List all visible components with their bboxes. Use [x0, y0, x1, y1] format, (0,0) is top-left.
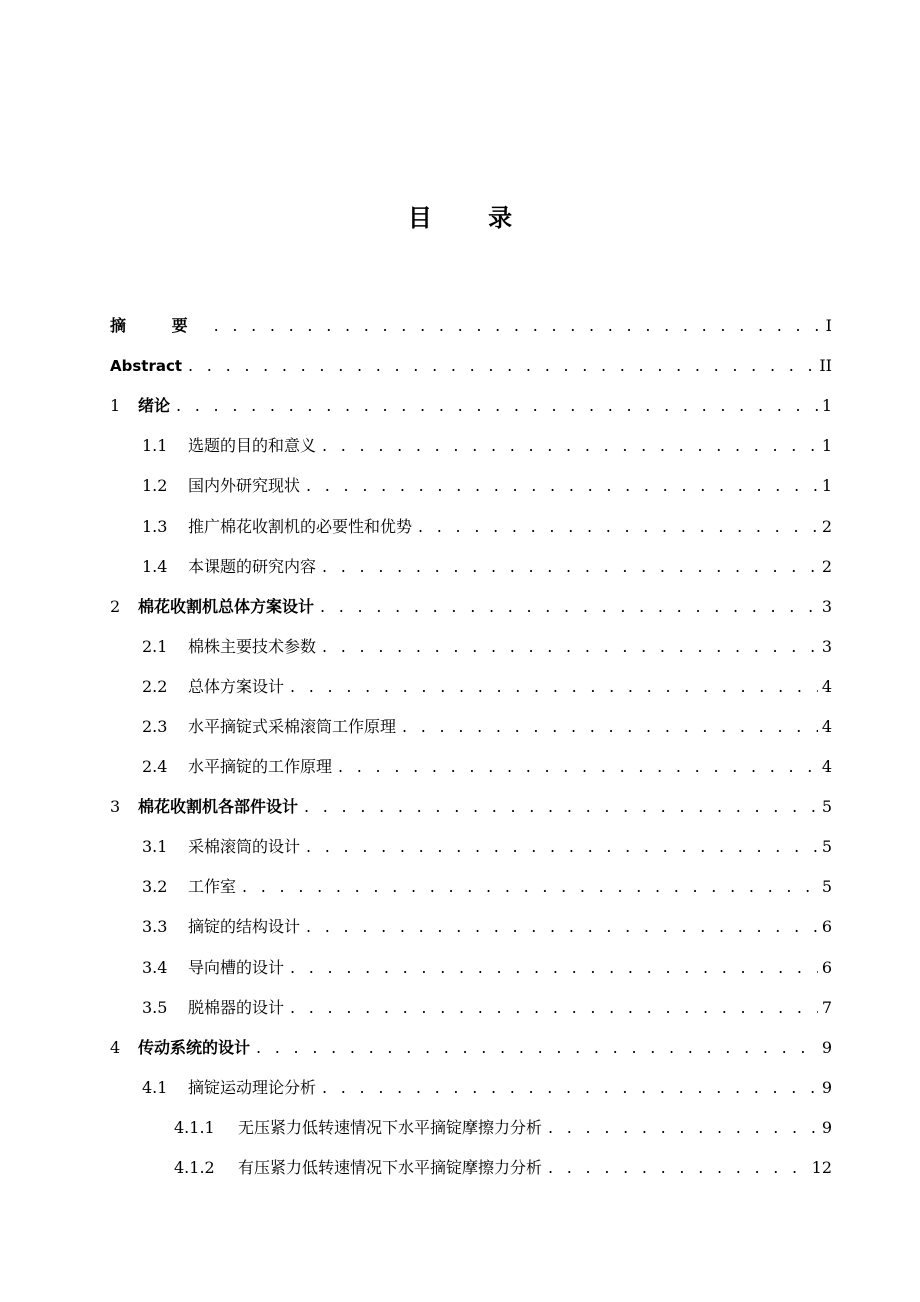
toc-entry-number: 4.1.2 [174, 1158, 215, 1178]
toc-entry-title: Abstract [110, 357, 183, 376]
toc-entry-page: 5 [821, 837, 832, 857]
toc-entry-number: 3.2 [142, 877, 168, 897]
toc-entry-section-2-4[interactable] [110, 747, 832, 787]
dot-leader [290, 677, 818, 697]
dot-leader [322, 557, 818, 577]
toc-entry-section-2-3[interactable] [110, 707, 832, 747]
toc-entry-page: 1 [821, 396, 832, 416]
toc-entry-page: 3 [821, 636, 832, 656]
toc-entry-title: 本课题的研究内容 [188, 556, 317, 576]
toc-entry-number: 1.3 [142, 516, 168, 536]
toc-entry-section-3-3[interactable] [110, 907, 832, 947]
dot-leader [418, 517, 818, 537]
dot-leader [322, 637, 818, 657]
toc-entry-number: 3.3 [142, 917, 168, 937]
toc-entry-number: 1.2 [142, 476, 168, 496]
toc-entry-section-3-5[interactable] [110, 988, 832, 1028]
dot-leader [290, 998, 818, 1018]
toc-entry-section-1-1[interactable] [110, 426, 832, 466]
toc-entry-number: 1 [110, 396, 121, 416]
toc-entry-page: 6 [821, 957, 832, 977]
toc-entry-page: 9 [821, 1037, 832, 1057]
toc-entry-title: 水平摘锭式采棉滚筒工作原理 [188, 716, 397, 736]
toc-entry-title: 有压紧力低转速情况下水平摘锭摩擦力分析 [238, 1158, 543, 1178]
toc-entry-page: 6 [821, 917, 832, 937]
toc-entry-page: 2 [821, 516, 832, 536]
table-of-contents [110, 306, 832, 1188]
toc-entry-chapter-2[interactable] [110, 587, 832, 627]
dot-leader [320, 597, 818, 617]
toc-entry-section-4-1[interactable] [110, 1068, 832, 1108]
toc-entry-page: 3 [821, 596, 832, 616]
toc-entry-title: 推广棉花收割机的必要性和优势 [188, 516, 413, 536]
dot-leader [322, 1078, 818, 1098]
toc-entry-number: 2.1 [142, 636, 168, 656]
dot-leader [548, 1118, 818, 1138]
toc-entry-title: 国内外研究现状 [188, 476, 301, 496]
toc-entry-title: 工作室 [188, 877, 237, 897]
toc-entry-page: 12 [811, 1158, 832, 1178]
toc-entry-page: 5 [821, 877, 832, 897]
dot-leader [322, 436, 818, 456]
dot-leader [242, 877, 818, 897]
toc-entry-page: 1 [821, 436, 832, 456]
page-title: 目 录 [407, 204, 537, 232]
toc-entry-number: 4 [110, 1037, 121, 1057]
toc-entry-section-4-1-2[interactable] [110, 1148, 832, 1188]
toc-entry-title: 棉花收割机各部件设计 [138, 797, 299, 817]
toc-entry-section-2-1[interactable] [110, 627, 832, 667]
toc-entry-page: 4 [821, 757, 832, 777]
toc-entry-chapter-4[interactable] [110, 1028, 832, 1068]
toc-entry-page: I [825, 316, 832, 336]
toc-entry-page: 7 [821, 997, 832, 1017]
toc-entry-title: 摘 要 [110, 316, 208, 336]
dot-leader [306, 837, 818, 857]
dot-leader [306, 476, 818, 496]
toc-entry-number: 4.1 [142, 1077, 168, 1097]
dot-leader [256, 1038, 818, 1058]
toc-entry-page: 4 [821, 676, 832, 696]
toc-entry-section-3-2[interactable] [110, 867, 832, 907]
toc-entry-title: 摘锭的结构设计 [188, 917, 301, 937]
toc-entry-title: 导向槽的设计 [188, 957, 285, 977]
dot-leader [214, 316, 822, 336]
toc-entry-number: 3.4 [142, 957, 168, 977]
toc-entry-abstract-cn[interactable] [110, 306, 832, 346]
toc-entry-section-3-1[interactable] [110, 827, 832, 867]
toc-entry-chapter-3[interactable] [110, 787, 832, 827]
toc-entry-section-1-4[interactable] [110, 547, 832, 587]
dot-leader [338, 757, 818, 777]
toc-entry-title: 脱棉器的设计 [188, 997, 285, 1017]
toc-entry-page: 2 [821, 556, 832, 576]
toc-entry-title: 棉株主要技术参数 [188, 636, 317, 656]
toc-entry-title: 无压紧力低转速情况下水平摘锭摩擦力分析 [238, 1117, 543, 1137]
toc-entry-chapter-1[interactable] [110, 386, 832, 426]
toc-entry-page: II [819, 356, 832, 376]
dot-leader [304, 797, 818, 817]
toc-entry-section-4-1-1[interactable] [110, 1108, 832, 1148]
toc-entry-number: 2.4 [142, 757, 168, 777]
toc-entry-abstract-en[interactable] [110, 346, 832, 386]
toc-entry-number: 4.1.1 [174, 1117, 215, 1137]
dot-leader [176, 396, 818, 416]
toc-entry-page: 9 [821, 1077, 832, 1097]
toc-entry-section-1-3[interactable] [110, 506, 832, 546]
dot-leader [290, 958, 818, 978]
toc-entry-number: 1.4 [142, 556, 168, 576]
toc-entry-title: 水平摘锭的工作原理 [188, 757, 333, 777]
toc-entry-page: 1 [821, 476, 832, 496]
toc-entry-number: 3 [110, 797, 121, 817]
toc-entry-number: 1.1 [142, 436, 168, 456]
toc-entry-title: 摘锭运动理论分析 [188, 1077, 317, 1097]
toc-entry-number: 2.3 [142, 716, 168, 736]
toc-entry-page: 4 [821, 716, 832, 736]
toc-entry-title: 采棉滚筒的设计 [188, 837, 301, 857]
dot-leader [306, 917, 818, 937]
dot-leader [188, 356, 815, 376]
toc-entry-number: 3.5 [142, 997, 168, 1017]
toc-entry-page: 5 [821, 797, 832, 817]
toc-entry-title: 绪论 [138, 396, 171, 416]
toc-entry-title: 选题的目的和意义 [188, 436, 317, 456]
dot-leader [548, 1158, 808, 1178]
toc-entry-section-2-2[interactable] [110, 667, 832, 707]
toc-entry-number: 3.1 [142, 837, 168, 857]
toc-entry-page: 9 [821, 1117, 832, 1137]
toc-entry-title: 总体方案设计 [188, 676, 285, 696]
toc-entry-section-1-2[interactable] [110, 466, 832, 506]
toc-entry-title: 棉花收割机总体方案设计 [138, 596, 315, 616]
toc-entry-section-3-4[interactable] [110, 948, 832, 988]
toc-entry-number: 2.2 [142, 676, 168, 696]
dot-leader [402, 717, 818, 737]
toc-entry-title: 传动系统的设计 [138, 1037, 251, 1057]
toc-entry-number: 2 [110, 596, 121, 616]
